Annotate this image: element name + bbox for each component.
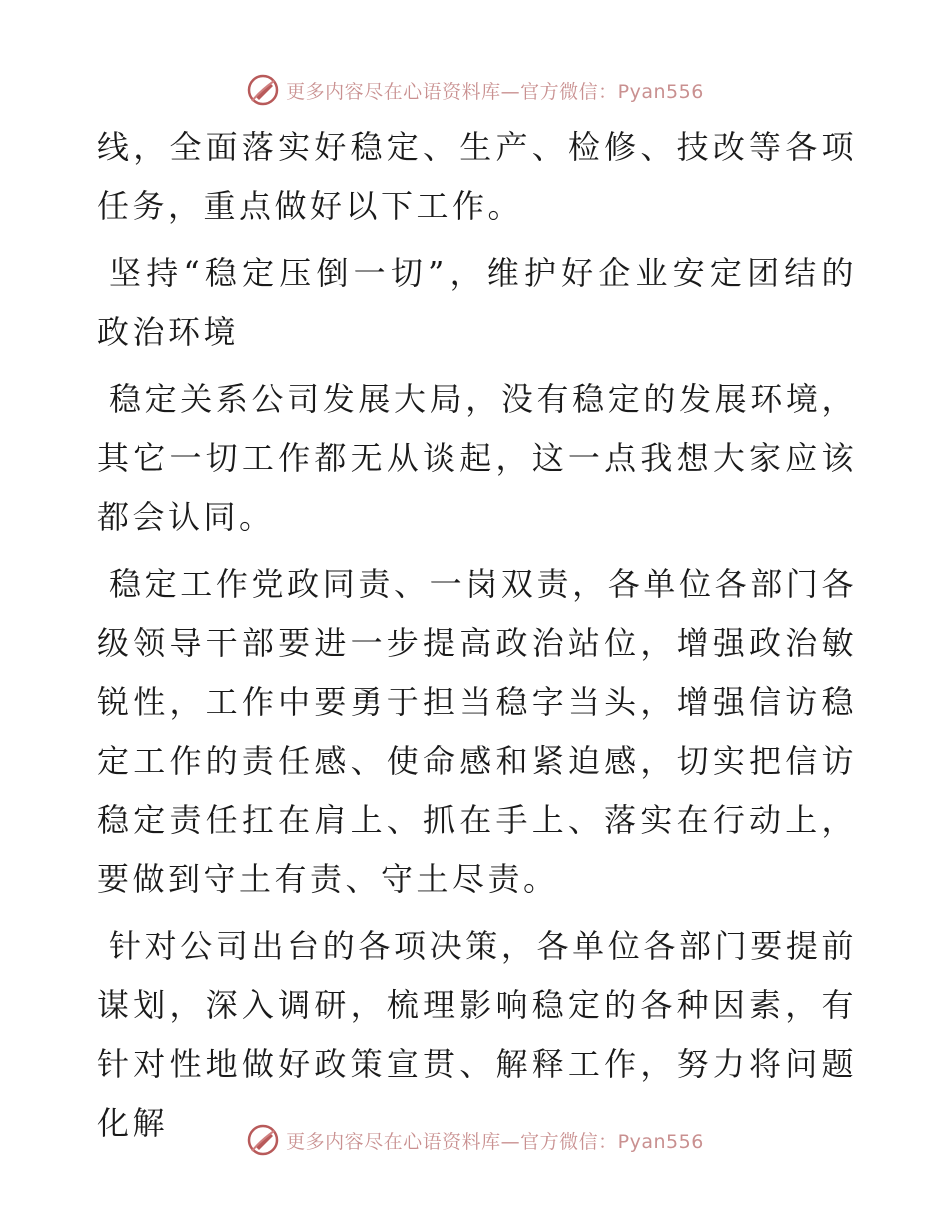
paragraph: 稳定工作党政同责、一岗双责，各单位各部门各级领导干部要进一步提高政治站位，增强政治敏锐性，工作中要勇于担当稳字当头，增强信访稳定工作的责任感、使命感和紧迫感，切实把信访稳定责任扛在肩上、抓在手上、落实在行动上，要做到守土有责、守土尽责。	[97, 565, 857, 898]
document-body	[97, 118, 857, 1153]
watermark-text: 更多内容尽在心语资料库—官方微信：Pyan556	[286, 1130, 704, 1153]
header-watermark	[0, 70, 950, 110]
pen-logo-icon	[246, 73, 280, 107]
section-heading: 坚持“稳定压倒一切”，维护好企业安定团结的政治环境	[97, 254, 857, 351]
footer-watermark	[0, 1120, 950, 1160]
paragraph: 线，全面落实好稳定、生产、检修、技改等各项任务，重点做好以下工作。	[97, 128, 857, 225]
watermark-text: 更多内容尽在心语资料库—官方微信：Pyan556	[286, 80, 704, 103]
paragraph: 稳定关系公司发展大局，没有稳定的发展环境，其它一切工作都无从谈起，这一点我想大家应该都会认同。	[97, 380, 857, 536]
pen-logo-icon	[246, 1123, 280, 1157]
paragraph: 针对公司出台的各项决策，各单位各部门要提前谋划，深入调研，梳理影响稳定的各种因素，有针对性地做好政策宣贯、解释工作，努力将问题化解	[97, 927, 857, 1142]
